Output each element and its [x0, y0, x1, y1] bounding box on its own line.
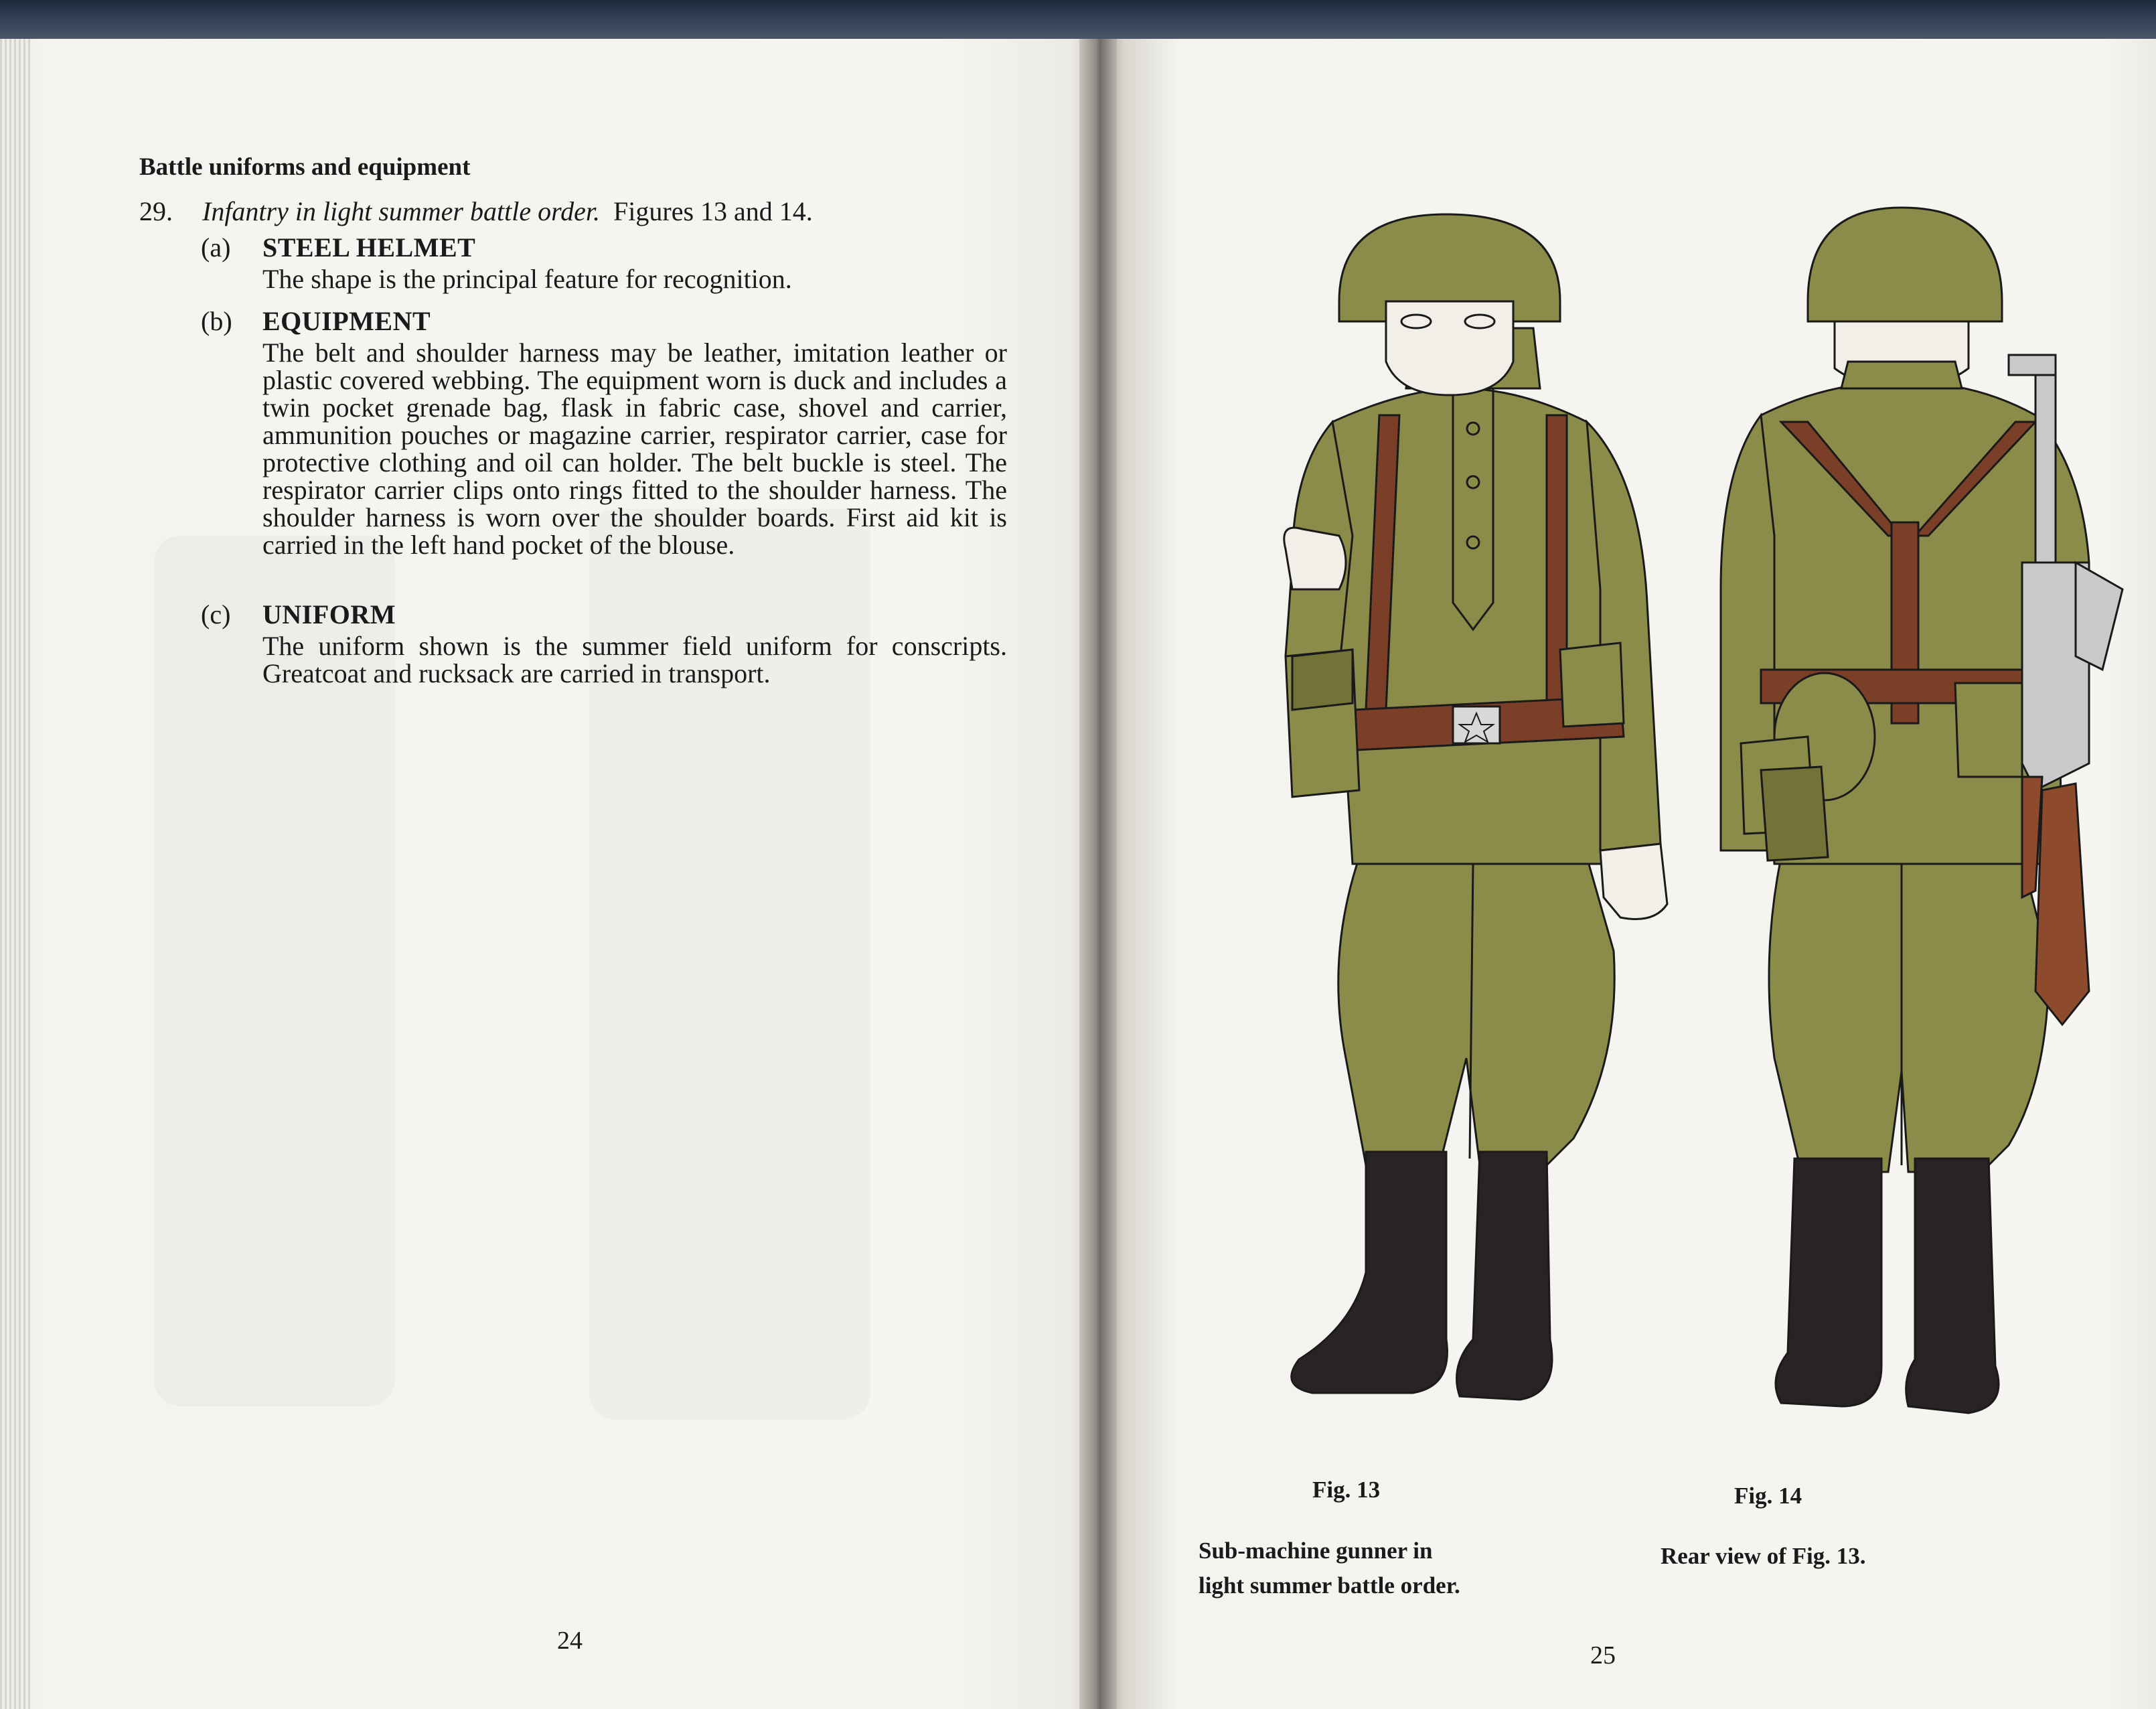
- item-body: The belt and shoulder harness may be leather, imitation leather or plastic covered webbing. The equipment worn is duck and includes a twin pocket grenade bag, flask in fabric case, shovel and carrier, ammunition pouches or magazine carrier, respirator carrier, case for protective clothing and oil can holder. The belt buckle is steel. The respirator carrier clips onto rings fitted to the shoulder harness. The shoulder harness is worn over the shoulder boards. First aid kit is carried in the left hand pocket of the blouse.: [262, 338, 1007, 560]
- item-title: EQUIPMENT: [262, 306, 431, 336]
- item-body: The shape is the principal feature for recognition.: [262, 264, 792, 294]
- figure-13-label: Fig. 13: [1312, 1477, 1381, 1503]
- page-number-left: 24: [557, 1627, 583, 1655]
- section-heading: Battle uniforms and equipment: [139, 153, 471, 181]
- paragraph-header: [139, 196, 813, 227]
- item-label: (a): [201, 232, 231, 263]
- paragraph-figure-ref: Figures 13 and 14.: [613, 196, 813, 226]
- soldier-rear-illustration: [1721, 208, 2123, 1413]
- figure-13-caption: [1199, 1534, 1533, 1603]
- item-label: (c): [201, 599, 231, 629]
- item-title: UNIFORM: [262, 599, 396, 629]
- book-cover-edge: [0, 0, 2156, 39]
- figure-13-caption-line1: Sub-machine gunner in: [1199, 1538, 1433, 1564]
- page-edge-stack: [0, 39, 31, 1709]
- book-gutter: [1079, 0, 1117, 1709]
- paragraph-title: Infantry in light summer battle order.: [202, 196, 601, 226]
- item-body: The uniform shown is the summer field uniform for conscripts. Greatcoat and rucksack are carried in transport.: [262, 631, 1007, 688]
- page-number-right: 25: [1590, 1641, 1616, 1669]
- paragraph-number: 29.: [139, 196, 173, 226]
- figure-14-label: Fig. 14: [1734, 1483, 1802, 1509]
- figure-13-caption-line2: light summer battle order.: [1199, 1572, 1460, 1599]
- item-title: STEEL HELMET: [262, 232, 476, 263]
- figure-14-soldier-rear: [1607, 188, 2143, 1460]
- right-page: [1098, 0, 2156, 1709]
- figure-14-caption: Rear view of Fig. 13.: [1661, 1543, 1866, 1569]
- item-label: (b): [201, 306, 232, 336]
